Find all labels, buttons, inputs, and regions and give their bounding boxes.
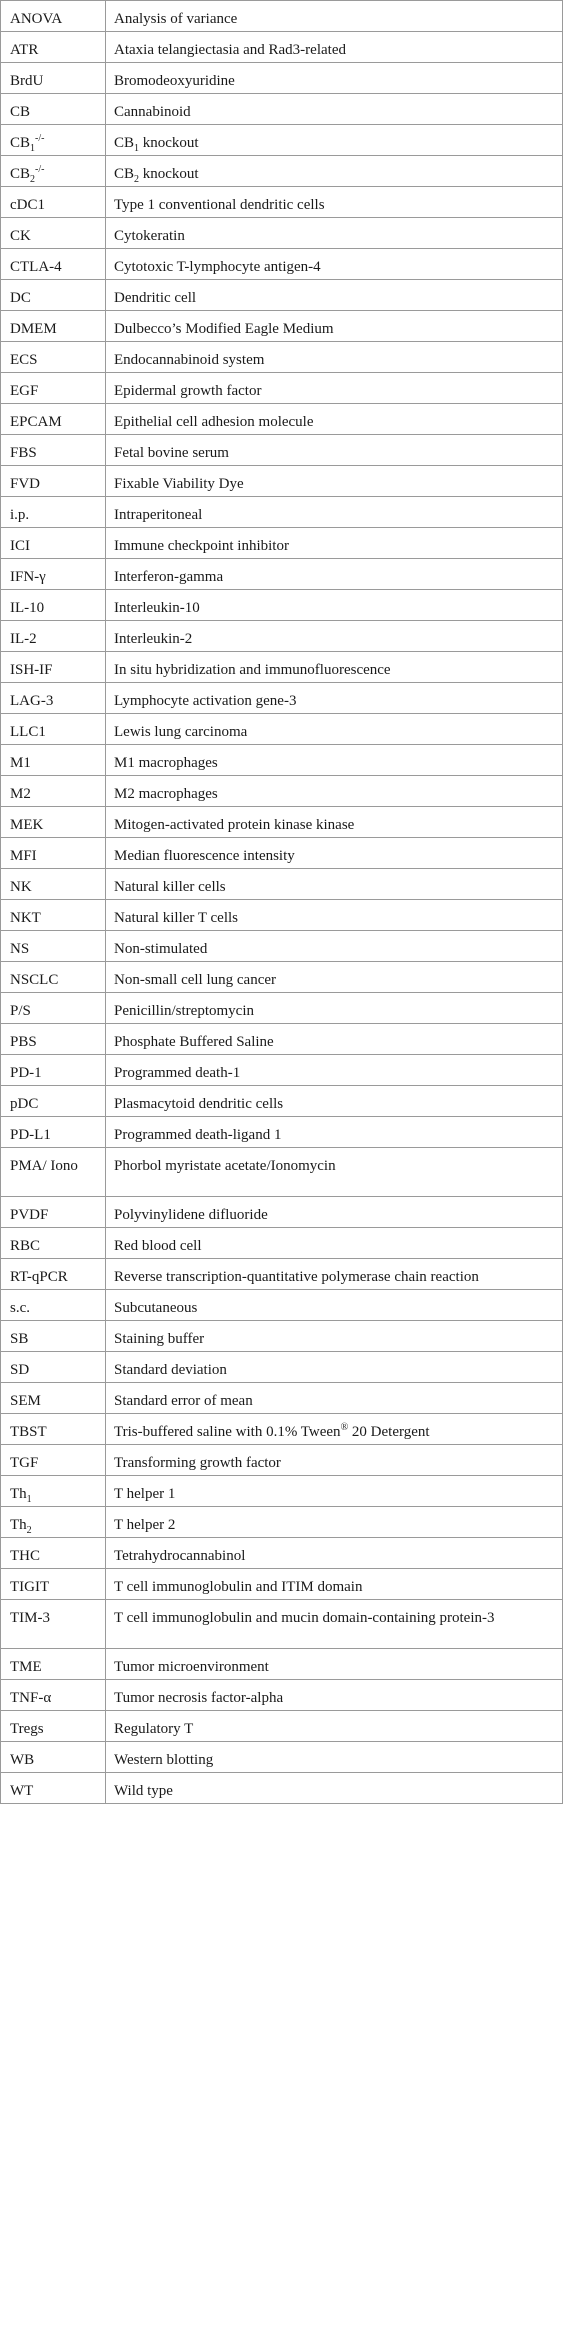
definition-cell <box>106 373 563 404</box>
definition-cell <box>106 745 563 776</box>
abbreviation-cell <box>1 1383 106 1414</box>
table-row <box>1 807 563 838</box>
abbreviation-text: RT-qPCR <box>10 1269 68 1285</box>
abbreviation-text: Th <box>10 1517 27 1533</box>
table-row <box>1 993 563 1024</box>
abbreviation-subscript: 2 <box>26 1525 32 1536</box>
abbreviation-cell <box>1 1117 106 1148</box>
definition-text: Western blotting <box>114 1752 214 1768</box>
definition-cell <box>106 125 563 156</box>
definition-text: Phosphate Buffered Saline <box>114 1034 274 1050</box>
table-row <box>1 466 563 497</box>
definition-text: Type 1 conventional dendritic cells <box>114 197 325 213</box>
definition-text: Interferon-gamma <box>114 569 224 585</box>
abbreviation-text: WT <box>10 1783 34 1799</box>
table-row <box>1 745 563 776</box>
abbreviation-cell <box>1 280 106 311</box>
abbreviation-text: PBS <box>10 1034 37 1050</box>
definition-cell <box>106 590 563 621</box>
abbreviation-subscript: 1 <box>30 143 36 154</box>
table-row <box>1 1228 563 1259</box>
definition-text: Non-stimulated <box>114 941 208 957</box>
definition-text: Analysis of variance <box>114 11 238 27</box>
definition-text: Epithelial cell adhesion molecule <box>114 414 314 430</box>
abbreviation-text: NS <box>10 941 30 957</box>
abbreviation-text: WB <box>10 1752 35 1768</box>
abbreviation-text: TNF-α <box>10 1690 52 1706</box>
definition-text: M1 macrophages <box>114 755 218 771</box>
definition-text: In situ hybridization and immunofluorescence <box>114 662 391 678</box>
abbreviation-text: FBS <box>10 445 37 461</box>
definition-text: Tris-buffered saline with 0.1% Tween <box>114 1424 341 1440</box>
definition-text: Natural killer cells <box>114 879 226 895</box>
definition-cell <box>106 714 563 745</box>
abbreviation-text: PD-1 <box>10 1065 42 1081</box>
table-row <box>1 1680 563 1711</box>
abbreviation-cell <box>1 435 106 466</box>
definition-cell <box>106 1352 563 1383</box>
table-row <box>1 1383 563 1414</box>
definition-text: Polyvinylidene difluoride <box>114 1207 268 1223</box>
table-row <box>1 1117 563 1148</box>
abbreviation-cell <box>1 1197 106 1228</box>
definition-text: Natural killer T cells <box>114 910 238 926</box>
table-row <box>1 156 563 187</box>
table-row <box>1 1538 563 1569</box>
definition-text: Standard deviation <box>114 1362 227 1378</box>
abbreviation-text: pDC <box>10 1096 39 1112</box>
abbreviation-text: PD-L1 <box>10 1127 51 1143</box>
abbreviation-text: LAG-3 <box>10 693 54 709</box>
table-row <box>1 63 563 94</box>
table-row <box>1 1197 563 1228</box>
definition-text: Lewis lung carcinoma <box>114 724 248 740</box>
definition-text: T cell immunoglobulin and mucin domain-containing protein-3 <box>114 1610 495 1626</box>
table-row <box>1 187 563 218</box>
definition-cell <box>106 1680 563 1711</box>
definition-cell <box>106 683 563 714</box>
definition-cell <box>106 218 563 249</box>
abbreviation-text: BrdU <box>10 73 44 89</box>
definition-text-rest: 20 Detergent <box>348 1424 430 1440</box>
definition-text: Programmed death-ligand 1 <box>114 1127 282 1143</box>
abbreviation-text: IL-2 <box>10 631 37 647</box>
abbreviation-text: NK <box>10 879 32 895</box>
abbreviation-cell <box>1 683 106 714</box>
definition-text: Fixable Viability Dye <box>114 476 244 492</box>
definition-text: CB <box>114 166 135 182</box>
abbreviation-cell <box>1 931 106 962</box>
definition-cell <box>106 1055 563 1086</box>
abbreviation-cell <box>1 1024 106 1055</box>
definition-text: Cannabinoid <box>114 104 191 120</box>
abbreviation-cell <box>1 1290 106 1321</box>
definition-cell <box>106 838 563 869</box>
table-row <box>1 714 563 745</box>
definition-cell <box>106 652 563 683</box>
definition-cell <box>106 1024 563 1055</box>
abbreviation-subscript: 1 <box>26 1494 32 1505</box>
abbreviation-text: s.c. <box>10 1300 30 1316</box>
abbreviation-cell <box>1 1352 106 1383</box>
definition-text: Standard error of mean <box>114 1393 253 1409</box>
definition-cell <box>106 1742 563 1773</box>
abbreviation-cell <box>1 528 106 559</box>
definition-cell <box>106 1228 563 1259</box>
definition-cell <box>106 497 563 528</box>
abbreviation-text: THC <box>10 1548 40 1564</box>
definition-cell <box>106 1117 563 1148</box>
definition-cell <box>106 993 563 1024</box>
table-row <box>1 373 563 404</box>
table-row <box>1 838 563 869</box>
definition-cell <box>106 1259 563 1290</box>
definition-cell <box>106 63 563 94</box>
abbreviation-text: LLC1 <box>10 724 46 740</box>
table-row <box>1 1773 563 1804</box>
table-row <box>1 125 563 156</box>
abbreviation-text: TBST <box>10 1424 47 1440</box>
abbreviation-cell <box>1 714 106 745</box>
abbreviation-cell <box>1 249 106 280</box>
abbreviation-cell <box>1 187 106 218</box>
definition-cell <box>106 1538 563 1569</box>
definition-cell <box>106 466 563 497</box>
table-row <box>1 497 563 528</box>
definition-text: T helper 1 <box>114 1486 176 1502</box>
definition-cell <box>106 249 563 280</box>
abbreviation-cell <box>1 776 106 807</box>
definition-cell <box>106 869 563 900</box>
abbreviation-cell <box>1 373 106 404</box>
abbreviation-text: CB <box>10 166 31 182</box>
definition-text: Tumor necrosis factor-alpha <box>114 1690 284 1706</box>
abbreviation-cell <box>1 993 106 1024</box>
abbreviation-text: M1 <box>10 755 31 771</box>
table-row <box>1 621 563 652</box>
table-row <box>1 1055 563 1086</box>
definition-cell <box>106 1569 563 1600</box>
definition-text: Tumor microenvironment <box>114 1659 269 1675</box>
definition-superscript: ® <box>340 1422 349 1433</box>
abbreviation-text: SB <box>10 1331 29 1347</box>
definition-cell <box>106 1321 563 1352</box>
abbreviation-cell <box>1 1148 106 1197</box>
abbreviation-text: TME <box>10 1659 42 1675</box>
definition-text: Interleukin-10 <box>114 600 200 616</box>
abbreviation-cell <box>1 1538 106 1569</box>
table-row <box>1 249 563 280</box>
table-row <box>1 683 563 714</box>
definition-cell <box>106 621 563 652</box>
abbreviation-text: MEK <box>10 817 44 833</box>
definition-cell <box>106 94 563 125</box>
abbreviation-cell <box>1 745 106 776</box>
table-row <box>1 311 563 342</box>
definition-cell <box>106 1290 563 1321</box>
table-row <box>1 435 563 466</box>
definition-cell <box>106 32 563 63</box>
abbreviation-cell <box>1 218 106 249</box>
definition-text-rest: knockout <box>139 135 199 151</box>
table-row <box>1 32 563 63</box>
table-row <box>1 1600 563 1649</box>
abbreviation-cell <box>1 497 106 528</box>
abbreviation-cell <box>1 156 106 187</box>
table-row <box>1 1352 563 1383</box>
table-row <box>1 1024 563 1055</box>
abbreviation-text: cDC1 <box>10 197 45 213</box>
definition-cell <box>106 900 563 931</box>
definition-cell <box>106 1383 563 1414</box>
abbreviation-text: CB <box>10 104 31 120</box>
abbreviation-cell <box>1 1 106 32</box>
definition-text: Interleukin-2 <box>114 631 193 647</box>
abbreviation-cell <box>1 1507 106 1538</box>
definition-text: T helper 2 <box>114 1517 176 1533</box>
abbreviation-cell <box>1 838 106 869</box>
abbreviation-text: TIGIT <box>10 1579 50 1595</box>
abbreviation-text: IFN-γ <box>10 569 46 585</box>
abbreviation-text: SEM <box>10 1393 41 1409</box>
definition-text: Dendritic cell <box>114 290 197 306</box>
abbreviation-cell <box>1 1711 106 1742</box>
definition-text: M2 macrophages <box>114 786 218 802</box>
definition-text: Mitogen-activated protein kinase kinase <box>114 817 355 833</box>
definition-text: Subcutaneous <box>114 1300 198 1316</box>
definition-cell <box>106 187 563 218</box>
abbreviation-text: DC <box>10 290 31 306</box>
definition-text: Median fluorescence intensity <box>114 848 295 864</box>
definition-cell <box>106 1197 563 1228</box>
abbreviation-text: FVD <box>10 476 41 492</box>
definition-cell <box>106 1 563 32</box>
abbreviation-cell <box>1 1742 106 1773</box>
definition-cell <box>106 528 563 559</box>
table-row <box>1 1711 563 1742</box>
abbreviation-cell <box>1 1476 106 1507</box>
abbreviation-cell <box>1 32 106 63</box>
abbreviation-text: TGF <box>10 1455 39 1471</box>
definition-text: Penicillin/streptomycin <box>114 1003 254 1019</box>
table-row <box>1 931 563 962</box>
abbreviation-text: Th <box>10 1486 27 1502</box>
definition-cell <box>106 156 563 187</box>
table-row <box>1 1259 563 1290</box>
table-row <box>1 1569 563 1600</box>
table-row <box>1 652 563 683</box>
definition-cell <box>106 435 563 466</box>
abbreviation-text: RBC <box>10 1238 41 1254</box>
definition-cell <box>106 1148 563 1197</box>
table-row <box>1 218 563 249</box>
abbreviation-cell <box>1 1055 106 1086</box>
definition-text: Bromodeoxyuridine <box>114 73 235 89</box>
table-row <box>1 1476 563 1507</box>
abbreviation-text: PMA/ Iono <box>10 1158 78 1174</box>
definition-cell <box>106 404 563 435</box>
abbreviation-text: MFI <box>10 848 37 864</box>
abbreviation-text: EPCAM <box>10 414 62 430</box>
abbreviation-text: CB <box>10 135 31 151</box>
definition-text: Phorbol myristate acetate/Ionomycin <box>114 1158 336 1174</box>
table-row <box>1 776 563 807</box>
definition-subscript: 2 <box>134 174 140 185</box>
definition-text: Fetal bovine serum <box>114 445 229 461</box>
definition-cell <box>106 807 563 838</box>
definition-text: Reverse transcription-quantitative polymerase chain reaction <box>114 1269 479 1285</box>
definition-text: Ataxia telangiectasia and Rad3-related <box>114 42 346 58</box>
table-row <box>1 528 563 559</box>
definition-cell <box>106 1445 563 1476</box>
abbreviation-cell <box>1 342 106 373</box>
abbreviation-cell <box>1 1445 106 1476</box>
abbreviation-cell <box>1 1228 106 1259</box>
table-row <box>1 94 563 125</box>
abbreviation-cell <box>1 63 106 94</box>
abbreviation-cell <box>1 869 106 900</box>
abbreviation-cell <box>1 1773 106 1804</box>
abbreviation-text: Tregs <box>10 1721 44 1737</box>
table-row <box>1 1 563 32</box>
abbreviation-cell <box>1 311 106 342</box>
abbreviation-cell <box>1 1414 106 1445</box>
definition-text: Endocannabinoid system <box>114 352 265 368</box>
definition-cell <box>106 1507 563 1538</box>
table-row <box>1 1321 563 1352</box>
definition-cell <box>106 962 563 993</box>
abbreviation-cell <box>1 1086 106 1117</box>
definition-cell <box>106 1414 563 1445</box>
definition-cell <box>106 931 563 962</box>
table-row <box>1 1086 563 1117</box>
definition-cell <box>106 1600 563 1649</box>
abbreviation-cell <box>1 621 106 652</box>
abbreviation-superscript: -/- <box>35 133 45 144</box>
definition-cell <box>106 559 563 590</box>
abbreviation-text: DMEM <box>10 321 57 337</box>
abbreviation-text: EGF <box>10 383 39 399</box>
abbreviation-text: ECS <box>10 352 38 368</box>
abbreviation-cell <box>1 466 106 497</box>
abbreviation-text: ATR <box>10 42 39 58</box>
abbreviation-text: CTLA-4 <box>10 259 62 275</box>
abbreviation-cell <box>1 590 106 621</box>
table-row <box>1 1445 563 1476</box>
table-row <box>1 1649 563 1680</box>
definition-text: Red blood cell <box>114 1238 202 1254</box>
abbreviation-text: ISH-IF <box>10 662 53 678</box>
abbreviation-cell <box>1 404 106 435</box>
definition-cell <box>106 1649 563 1680</box>
abbreviation-cell <box>1 962 106 993</box>
abbreviation-text: SD <box>10 1362 30 1378</box>
definition-text: Staining buffer <box>114 1331 205 1347</box>
abbreviation-cell <box>1 807 106 838</box>
definition-text: Epidermal growth factor <box>114 383 262 399</box>
definition-cell <box>106 342 563 373</box>
table-row <box>1 404 563 435</box>
table-row <box>1 1414 563 1445</box>
definition-text: Cytotoxic T-lymphocyte antigen-4 <box>114 259 321 275</box>
definition-text: Non-small cell lung cancer <box>114 972 277 988</box>
definition-subscript: 1 <box>134 143 140 154</box>
table-row <box>1 962 563 993</box>
abbreviation-text: NKT <box>10 910 41 926</box>
abbreviation-cell <box>1 94 106 125</box>
abbreviation-cell <box>1 900 106 931</box>
table-row <box>1 1742 563 1773</box>
abbreviation-text: IL-10 <box>10 600 45 616</box>
definition-text: Wild type <box>114 1783 173 1799</box>
definition-text: Programmed death-1 <box>114 1065 241 1081</box>
definition-text: Regulatory T <box>114 1721 194 1737</box>
abbreviation-cell <box>1 1259 106 1290</box>
definition-text: Cytokeratin <box>114 228 185 244</box>
abbreviation-text: ANOVA <box>10 11 63 27</box>
abbreviation-cell <box>1 1569 106 1600</box>
definition-text: CB <box>114 135 135 151</box>
table-row <box>1 900 563 931</box>
definition-cell <box>106 1773 563 1804</box>
abbreviation-cell <box>1 559 106 590</box>
abbreviations-table-body <box>1 1 563 1804</box>
definition-text: Immune checkpoint inhibitor <box>114 538 289 554</box>
abbreviation-cell <box>1 652 106 683</box>
definition-text: Lymphocyte activation gene-3 <box>114 693 297 709</box>
abbreviation-text: PVDF <box>10 1207 49 1223</box>
table-row <box>1 590 563 621</box>
table-row <box>1 559 563 590</box>
abbreviation-cell <box>1 1321 106 1352</box>
abbreviation-cell <box>1 1600 106 1649</box>
abbreviation-text: NSCLC <box>10 972 59 988</box>
definition-cell <box>106 311 563 342</box>
table-row <box>1 1290 563 1321</box>
definition-text: T cell immunoglobulin and ITIM domain <box>114 1579 363 1595</box>
table-row <box>1 869 563 900</box>
definition-cell <box>106 1711 563 1742</box>
abbreviation-text: P/S <box>10 1003 31 1019</box>
definition-text: Transforming growth factor <box>114 1455 281 1471</box>
table-row <box>1 1507 563 1538</box>
abbreviation-superscript: -/- <box>35 164 45 175</box>
definition-text-rest: knockout <box>139 166 199 182</box>
definition-text: Dulbecco’s Modified Eagle Medium <box>114 321 334 337</box>
definition-cell <box>106 1086 563 1117</box>
table-row <box>1 342 563 373</box>
definition-text: Intraperitoneal <box>114 507 203 523</box>
table-row <box>1 280 563 311</box>
abbreviation-text: i.p. <box>10 507 30 523</box>
abbreviation-cell <box>1 1649 106 1680</box>
abbreviation-subscript: 2 <box>30 174 36 185</box>
abbreviation-cell <box>1 125 106 156</box>
definition-cell <box>106 1476 563 1507</box>
abbreviation-text: CK <box>10 228 31 244</box>
abbreviation-cell <box>1 1680 106 1711</box>
abbreviation-text: M2 <box>10 786 31 802</box>
abbreviation-text: ICI <box>10 538 30 554</box>
table-row <box>1 1148 563 1197</box>
definition-text: Plasmacytoid dendritic cells <box>114 1096 284 1112</box>
definition-cell <box>106 280 563 311</box>
definition-text: Tetrahydrocannabinol <box>114 1548 246 1564</box>
definition-cell <box>106 776 563 807</box>
abbreviation-text: TIM-3 <box>10 1610 50 1626</box>
